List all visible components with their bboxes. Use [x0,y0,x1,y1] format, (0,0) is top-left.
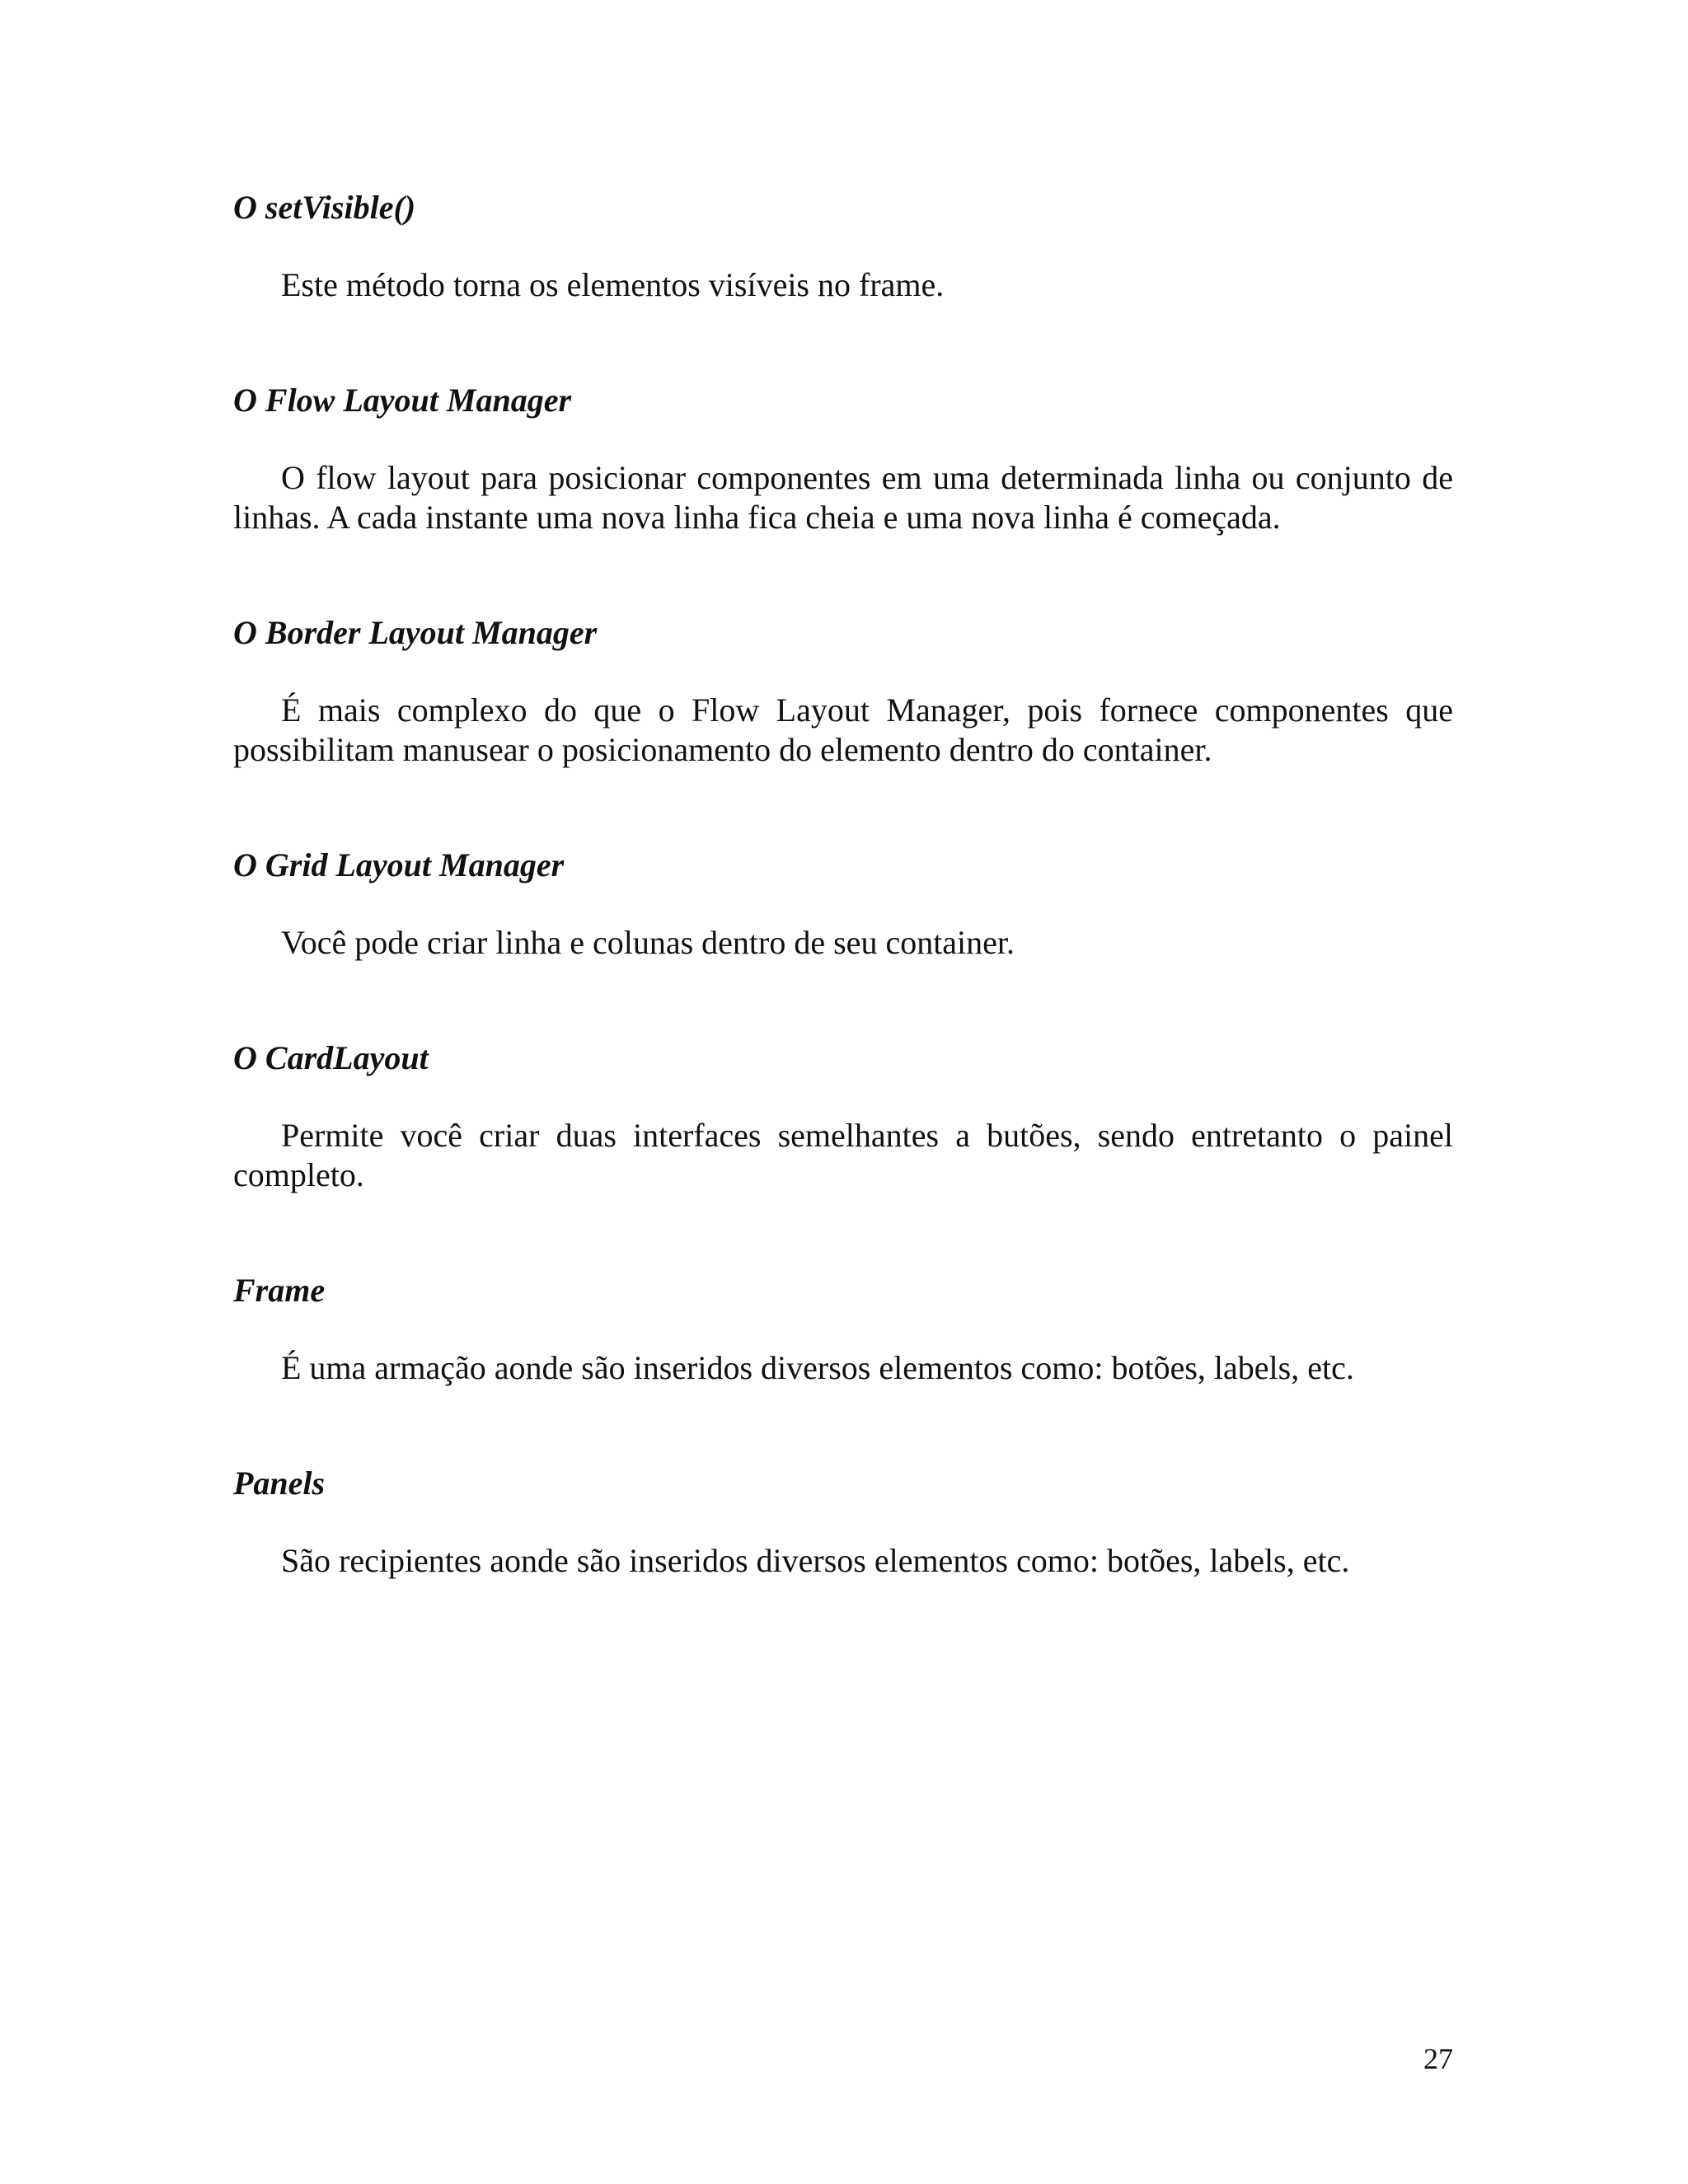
section-body: São recipientes aonde são inseridos diversos elementos como: botões, labels, etc. [281,1542,1350,1579]
section-grid-layout-manager [233,846,1453,963]
section-body: É uma armação aonde são inseridos diversos elementos como: botões, labels, etc. [281,1349,1354,1386]
section-body: É mais complexo do que o Flow Layout Manager, pois fornece componentes que possibilitam manusear o posicionamento do elemento dentro do container. [233,691,1453,768]
section-setvisible [233,188,1453,305]
section-panels [233,1464,1453,1581]
section-body: Este método torna os elementos visíveis no frame. [281,266,945,303]
section-border-layout-manager [233,613,1453,770]
section-cardlayout [233,1038,1453,1195]
page-content [233,188,1453,1657]
page-number: 27 [1423,2042,1453,2075]
section-heading: O Flow Layout Manager [233,382,572,419]
section-body: Permite você criar duas interfaces semelhantes a butões, sendo entretanto o painel completo. [233,1117,1453,1193]
section-frame [233,1271,1453,1388]
section-body: O flow layout para posicionar componentes em uma determinada linha ou conjunto de linhas. A cada instante uma nova linha fica cheia e uma nova linha é começada. [233,459,1453,536]
section-heading: Panels [233,1465,326,1502]
section-heading: O setVisible() [233,189,416,226]
section-heading: O Border Layout Manager [233,614,598,651]
section-heading: O Grid Layout Manager [233,846,565,883]
section-heading: Frame [233,1272,326,1309]
section-body: Você pode criar linha e colunas dentro de seu container. [281,924,1015,961]
section-heading: O CardLayout [233,1039,429,1076]
section-flow-layout-manager [233,381,1453,537]
